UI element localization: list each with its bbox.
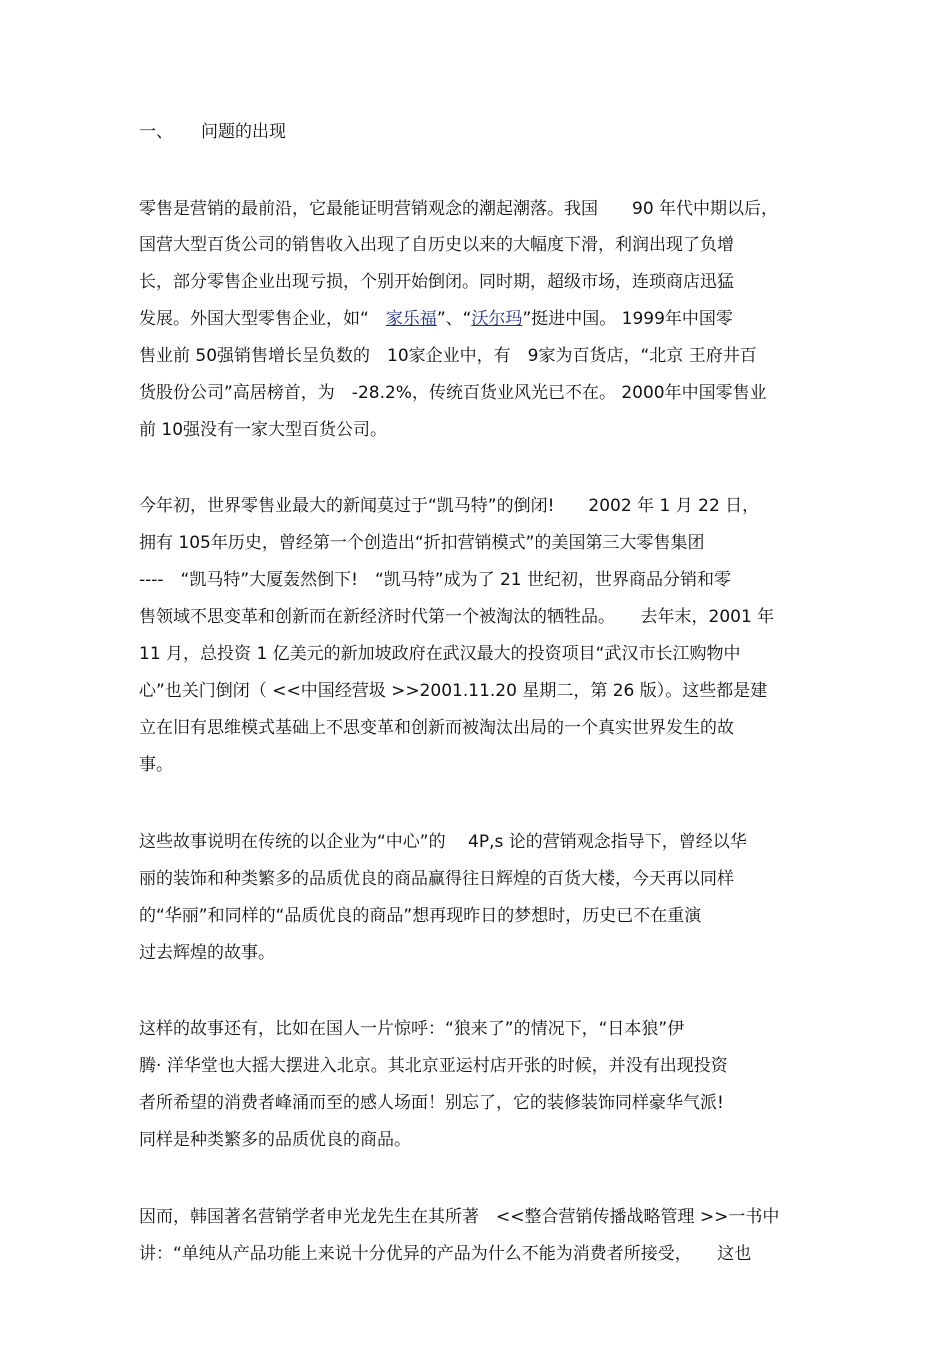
paragraph-2-line: ---- “凯马特”大厦轰然倒下! “凯马特”成为了 21 世纪初，世界商品分销和零 <box>139 570 732 590</box>
paragraph-1-line: 售业前 50强销售增长呈负数的 10家企业中，有 9家为百货店，“北京 王府井百 <box>139 346 757 366</box>
paragraph-2-line: 今年初，世界零售业最大的新闻莫过于“凯马特”的倒闭! 2002 年 1 月 22 日， <box>139 496 760 516</box>
text-run: 发展。外国大型零售企业，如“ <box>139 309 386 329</box>
paragraph-1-line: 长，部分零售企业出现亏损，个别开始倒闭。同时期，超级市场，连琐商店迅猛 <box>139 272 734 292</box>
paragraph-3-line: 丽的装饰和种类繁多的品质优良的商品赢得往日辉煌的百货大楼，今天再以同样 <box>139 869 734 889</box>
paragraph-1-line <box>139 308 733 330</box>
paragraph-2-line: 事。 <box>139 755 173 775</box>
paragraph-1-line: 前 10强没有一家大型百货公司。 <box>139 420 388 440</box>
paragraph-2-line: 立在旧有思维模式基础上不思变革和创新而被淘汰出局的一个真实世界发生的故 <box>139 718 734 738</box>
paragraph-3-line: 过去辉煌的故事。 <box>139 943 275 963</box>
paragraph-4-line: 腾· 洋华堂也大摇大摆进入北京。其北京亚运村店开张的时候，并没有出现投资 <box>139 1056 728 1076</box>
section-heading <box>139 121 286 143</box>
carrefour-link[interactable]: 家乐福 <box>385 309 437 329</box>
text-run: ”、“ <box>436 309 472 329</box>
paragraph-4-line: 同样是种类繁多的品质优良的商品。 <box>139 1130 411 1150</box>
paragraph-2-line: 心”也关门倒闭（ <<中国经营圾 >>2001.11.20 星期二，第 26 版）。这些都是建 <box>139 681 768 701</box>
paragraph-1-line: 国营大型百货公司的销售收入出现了自历史以来的大幅度下滑，利润出现了负增 <box>139 235 734 255</box>
paragraph-5-line: 因而，韩国著名营销学者申光龙先生在其所著 <<整合营销传播战略管理 >>一书中 <box>139 1207 780 1227</box>
heading-number: 一、 <box>139 122 173 142</box>
paragraph-1-line: 零售是营销的最前沿，它最能证明营销观念的潮起潮落。我国 90 年代中期以后， <box>139 199 779 219</box>
text-run: ”挺进中国。 1999年中国零 <box>522 309 733 329</box>
paragraph-2-line: 拥有 105年历史，曾经第一个创造出“折扣营销模式”的美国第三大零售集团 <box>139 533 705 553</box>
paragraph-2-line: 售领域不思变革和创新而在新经济时代第一个被淘汰的牺牲品。 去年末，2001 年 <box>139 607 775 627</box>
paragraph-3-line: 的“华丽”和同样的“品质优良的商品”想再现昨日的梦想时，历史已不在重演 <box>139 906 702 926</box>
paragraph-2-line: 11 月，总投资 1 亿美元的新加坡政府在武汉最大的投资项目“武汉市长江购物中 <box>139 644 741 664</box>
walmart-link[interactable]: 沃尔玛 <box>471 309 523 329</box>
paragraph-5-line: 讲：“单纯从产品功能上来说十分优异的产品为什么不能为消费者所接受， 这也 <box>139 1244 752 1264</box>
paragraph-4-line: 这样的故事还有，比如在国人一片惊呼：“狼来了”的情况下，“日本狼”伊 <box>139 1019 685 1039</box>
paragraph-3-line: 这些故事说明在传统的以企业为“中心”的 4P,s 论的营销观念指导下，曾经以华 <box>139 832 747 852</box>
heading-title: 问题的出现 <box>201 122 286 142</box>
paragraph-1-line: 货股份公司”高居榜首，为 -28.2%，传统百货业风光已不在。 2000年中国零售业 <box>139 383 767 403</box>
paragraph-4-line: 者所希望的消费者峰涌而至的感人场面！别忘了，它的装修装饰同样豪华气派! <box>139 1093 724 1113</box>
